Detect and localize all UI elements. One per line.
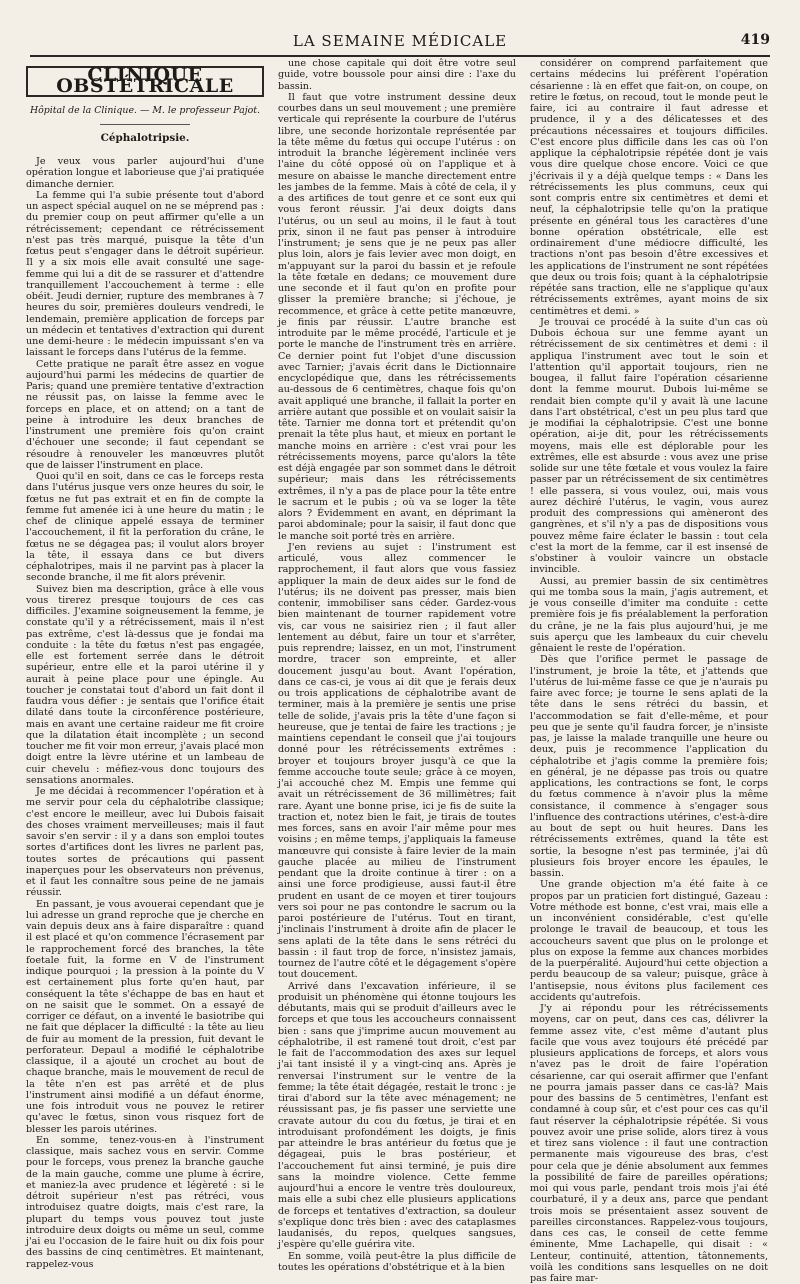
paragraph: Aussi, au premier bassin de six centimètres qui me tomba sous la main, j'agis autrement, et je vous conseille d'imiter ma conduite : cette première fois je fis préalablement la perforation du crâne, je ne la fais plus aujourd'hui, je me suis aperçu que les lambeaux du cuir chevelu gênaient le reste de l'opération.: [530, 575, 768, 654]
byline: Hôpital de la Clinique. — M. le professeur Pajot.: [29, 104, 261, 116]
section-title: CLINIQUE OBSTÉTRICALE: [26, 66, 264, 97]
paragraph: Dès que l'orifice permet le passage de l'instrument, je broie la tête, et j'attends que l'utérus de lui-même fasse ce que je n'aurais pu faire avec force; je tourne le sens aplati de la tête dans le sens rétréci du bassin, et l'accommodation se fait d'elle-même, et pour peu que je sente qu'il faudra forcer, je n'insiste pas, je laisse la malade tranquille une heure ou deux, puis je recommence l'application du céphalotribe et j'agis comme la première fois; en général, je ne dépasse pas trois ou quatre applications, les contractions se font, le corps du fœtus commence à n'avoir plus la même consistance, il commence à s'engager sous l'influence des contractions utérines, c'est-à-dire au bout de sept ou huit heures. Dans les rétrécissements extrêmes, quand la tête est sortie, la besogne n'est pas terminée, j'ai dû plusieurs fois broyer encore les épaules, le bassin.: [530, 654, 768, 879]
paragraph: J'en reviens au sujet : l'instrument est articulé, vous allez commencer le rapprochement, il faut alors que vous fassiez appliquer la main de deux aides sur le fond de l'utérus; ils ne doivent pas presser, mais bien contenir, immobiliser sans céder. Gardez-vous bien maintenant de tourner rapidement votre vis, car vous ne saisiriez rien ; il faut aller lentement au début, faire un tour et s'arrêter, puis reprendre; laissez, en un mot, l'instrument mordre, tracer son empreinte, et aller doucement jusqu'au bout. Avant l'opération, dans ce cas-ci, je vous ai dit que je ferais deux ou trois applications de céphalotribe avant de terminer, mais à la première je sentis une prise telle de solide, j'avais pris la tête d'une façon si heureuse, que je tentai de faire les tractions ; je maintiens cependant le conseil que j'ai toujours donné pour les rétrécissements extrêmes : broyer et toujours broyer jusqu'à ce que la femme accouche toute seule; grâce à ce moyen, j'ai accouché chez M. Empis une femme qui avait un rétrécissement de 36 millimètres; fait rare. Ayant une bonne prise, ici je fis de suite la traction et, notez bien le fait, je tirais de toutes mes forces, sans en avoir l'air même pour mes voisins ; en même temps, j'appliquais la fameuse manœuvre qui consiste à faire levier de la main gauche placée au milieu de l'instrument pendant que la droite continue à tirer : on a ainsi une force prodigieuse, aussi faut-il être prudent en usant de ce moyen et tirer toujours vers soi pour ne pas contondre le sacrum ou la paroi postérieure de l'utérus. Tout en tirant, j'inclinais l'instrument à droite afin de placer le sens aplati de la tête dans le sens rétréci du bassin : il faut trop de force, n'insistez jamais, tournez de l'autre côté et le dégagement s'opère tout doucement.: [278, 541, 516, 981]
column-3: [530, 58, 768, 1284]
running-header: [20, 20, 780, 60]
column-1-text: [26, 156, 264, 1270]
paragraph: considérer on comprend parfaitement que certains médecins lui préfèrent l'opération césarienne : là en effet que fait-on, on coupe, on retire le fœtus, on recoud, tout le monde peut le faire, ici au contraire il faut adresse et prudence, il y a des délicatesses et des précautions nécessaires et toujours difficiles. C'est encore plus difficile dans les cas où l'on applique la céphalotripsie répétée dont je vais vous dire quelque chose encore. Voici ce que j'écrivais il y a déjà quelque temps : « Dans les rétrécissements les plus communs, ceux qui sont compris entre six centimètres et demi et neuf, la céphalotripsie telle qu'on la pratique présente en général tous les caractères d'une bonne opération obstétricale, elle est ordinairement d'une médiocre difficulté, les tractions n'ont pas besoin d'être excessives et les applications de l'instrument ne sont répétées que deux ou trois fois; quant à la céphalotripsie répétée sans traction, elle ne s'applique qu'aux rétrécissements extrêmes, ayant moins de six centimètres et demi. »: [530, 58, 768, 317]
paragraph: En passant, je vous avouerai cependant que je lui adresse un grand reproche que je cherche en vain depuis deux ans à faire disparaître : quand il est placé et qu'on commence l'écrasement par le rapprochement forcé des branches, la tête foetale fuit, la forme en V de l'instrument indique pourquoi ; la pression à la pointe du V est certainement plus forte qu'en haut, par conséquent la tête s'échappe de bas en haut et on ne saisit que le sommet. On a essayé de corriger ce défaut, on a inventé le basiotribe qui ne fait que déplacer la difficulté : la tête au lieu de fuir au moment de la pression, fuit devant le perforateur. Depaul a modifié le céphalotribe classique, il a ajouté un crochet au bout de chaque branche, mais le mouvement de recul de la tête n'en est pas arrêté et de plus l'instrument ainsi modifié a un défaut énorme, une fois introduit vous ne pouvez le retirer qu'avec le fœtus, sinon vous risquez fort de blesser les parois utérines.: [26, 898, 264, 1135]
paragraph: J'y ai répondu pour les rétrécissements moyens, car on peut, dans ces cas, délivrer la femme assez vite, c'est même d'autant plus facile que vous avez toujours été précédé par plusieurs applications de forceps, et alors vous n'avez pas le droit de faire l'opération césarienne, car qui oserait affirmer que l'enfant ne pourra jamais passer dans ce cas-là? Mais pour des bassins de 5 centimètres, l'enfant est condamné à coup sûr, et c'est pour ces cas qu'il faut réserver la céphalotripsie répétée. Si vous pouvez avoir une prise solide, alors tirez à vous et tirez sans violence : il faut une contraction permanente mais vigoureuse des bras, c'est pour cela que je dénie absolument aux femmes la possibilité de faire de pareilles opérations; moi qui vous parle, pendant trois mois j'ai été courbaturé, il y a deux ans, parce que pendant trois mois se présentaient assez souvent de pareilles circonstances. Rappelez-vous toujours, dans ces cas, le conseil de cette femme éminente, Mme Lachapelle, qui disait : « Lenteur, continuité, attention, tâtonnements, voilà les conditions sans lesquelles on ne doit pas faire mar-: [530, 1003, 768, 1284]
article-subheading: Céphalotripsie.: [100, 131, 190, 144]
paragraph: En somme, tenez-vous-en à l'instrument classique, mais sachez vous en servir. Comme pour le forceps, vous prenez la branche gauche de la main gauche, comme une plume à écrire, et maniez-la avec prudence et légèreté : si le détroit supérieur n'est pas rétréci, vous introduisez quatre doigts, mais c'est rare, la plupart du temps vous pouvez tout juste introduire deux doigts ou même un seul, comme j'ai eu l'occasion de le faire huit ou dix fois pour des bassins de cinq centimètres. Et maintenant, rappelez-vous: [26, 1134, 264, 1270]
paragraph: Quoi qu'il en soit, dans ce cas le forceps resta dans l'utérus jusque vers onze heures du soir, le fœtus ne fut pas extrait et en fin de compte la femme fut amenée ici à une heure du matin ; le chef de clinique appelé essaya de terminer l'accouchement, il fit la perforation du crâne, le fœtus ne se dégagea pas; il voulut alors broyer la tête, il essaya dans ce but divers céphalotripes, mais il ne parvint pas à placer la seconde branche, il me fit alors prévenir.: [26, 471, 264, 584]
paragraph: Une grande objection m'a été faite à ce propos par un praticien fort distingué, Gazeau : Votre méthode est bonne, c'est vrai, mais elle a un inconvénient considérable, c'est qu'elle prolonge le travail de beaucoup, et tous les accoucheurs savent que plus on le prolonge et plus on expose la femme aux chances morbides de la puerpéralité. Aujourd'hui cette objection a perdu beaucoup de sa valeur; puisque, grâce à l'antisepsie, nous évitons plus facilement ces accidents qu'autrefois.: [530, 879, 768, 1003]
paragraph: La femme qui l'a subie présente tout d'abord un aspect spécial auquel on ne se méprend pas : du premier coup on peut affirmer qu'elle a un rétrécissement; cependant ce rétrécissement n'est pas très marqué, puisque la tête d'un fœtus peut s'engager dans le détroit supérieur. Il y a six mois elle avait consulté une sage-femme qui lui a dit de se rassurer et d'attendre tranquillement l'accouchement à terme : elle obéit. Jeudi dernier, rupture des membranes à 7 heures du soir, premières douleurs vendredi, le lendemain, première application de forceps par un médecin et tentatives d'extraction qui durent une demi-heure : le médecin impuissant s'en va laissant le forceps dans l'utérus de la femme.: [26, 189, 264, 359]
paragraph: Arrivé dans l'excavation inférieure, il se produisit un phénomène qui étonne toujours les débutants, mais qui se produit d'ailleurs avec le forceps et que tous les accoucheurs connaissent bien : sans que j'imprime aucun mouvement au céphalotribe, il est ramené tout droit, c'est par le fait de l'accommodation des axes sur lequel j'ai tant insisté il y a vingt-cinq ans. Après je renversai l'instrument sur le ventre de la femme; la tête était dégagée, restait le tronc : je tirai d'abord sur la tête avec ménagement; ne réussissant pas, je fis passer une serviette une cravate autour du cou du fœtus, je tirai et en introduisant profondément les doigts, je finis par atteindre le bras antérieur du fœtus que je dégageai, puis le bras postérieur, et l'accouchement fut ainsi terminé, je puis dire sans la moindre violence. Cette femme aujourd'hui a encore le ventre très douloureux, mais elle a subi chez elle plusieurs applications de forceps et tentatives d'extraction, sa douleur s'explique donc très bien : avec des cataplasmes laudanisés, du repos, quelques sangsues, j'espère qu'elle guérira vite.: [278, 980, 516, 1251]
page-number: 419: [740, 32, 770, 48]
header-rule: [30, 55, 770, 57]
paragraph: Je veux vous parler aujourd'hui d'une opération longue et laborieuse que j'ai pratiquée dimanche dernier.: [26, 156, 264, 190]
paragraph: une chose capitale qui doit être votre seul guide, votre boussole pour ainsi dire : l'axe du bassin.: [278, 58, 516, 92]
paragraph: Cette pratique ne paraît être assez en vogue aujourd'hui parmi les médecins de quartier de Paris; quand une première tentative d'extraction ne réussit pas, on laisse la femme avec le forceps en place, et on attend; on a tant de peine à introduire les deux branches de l'instrument une première fois qu'on craint d'échouer une seconde; il faut cependant se résoudre à renouveler les manœuvres plutôt que de laisser l'instrument en place.: [26, 358, 264, 471]
paragraph: En somme, voilà peut-être la plus difficile de toutes les opérations d'obstétrique et à la bien: [278, 1250, 516, 1273]
paragraph: Suivez bien ma description, grâce à elle vous vous tirerez presque toujours de ces cas difficiles. J'examine soigneusement la femme, je constate qu'il y a rétrécissement, mais il n'est pas extrême, c'est là-dessus que je fondai ma conduite : la tête du fœtus n'est pas engagée, elle est fortement serrée dans le détroit supérieur, entre elle et la paroi utérine il y aurait à peine place pour une épingle. Au toucher je constatai tout d'abord un fait dont il faudra vous défier : je sentais que l'orifice était dilaté dans toute la circonférence postérieure, mais en avant une certaine raideur me fit croire que la dilatation était incomplète ; un second toucher me fit voir mon erreur, j'avais placé mon doigt entre la lèvre utérine et un lambeau de cuir chevelu : méfiez-vous donc toujours des sensations anormales.: [26, 583, 264, 786]
article-body: [26, 58, 774, 1284]
column-2-text: [278, 58, 516, 1273]
column-3-text: [530, 58, 768, 1284]
journal-title: LA SEMAINE MÉDICALE: [292, 32, 508, 50]
paragraph: Je me décidai à recommencer l'opération et à me servir pour cela du céphalotribe classique; c'est encore le meilleur, avec lui Dubois faisait des choses vraiment merveilleuses; mais il faut savoir s'en servir : il y a dans son emploi toutes sortes d'artifices dont les livres ne parlent pas, toutes sortes de précautions qui passent inaperçues pour les observateurs non prévenus, et il faut les connaître sous peine de ne jamais réussir.: [26, 786, 264, 899]
paragraph: Je trouvai ce procédé à la suite d'un cas où Dubois échoua sur une femme ayant un rétrécissement de six centimètres et demi : il appliqua l'instrument avec tout le soin et l'attention qu'il apportait toujours, rien ne bougea, il fallut faire l'opération césarienne dont la femme mourut. Dubois lui-même se rendait bien compte qu'il y avait là une lacune dans l'art obstétrical, c'est un peu plus tard que je modifiai la céphalotripsie. C'est une bonne opération, ai-je dit, pour les rétrécissements moyens, mais elle est déplorable pour les extrêmes, elle est absurde : vous avez une prise solide sur une tête fœtale et vous voulez la faire passer par un rétrécissement de six centimètres ! elle passera, si vous voulez, oui, mais vous aurez déchiré l'utérus, le vagin, vous aurez produit des compressions qui amèneront des gangrènes, et s'il n'y a pas de dispositions vous pouvez même faire éclater le bassin : tout cela c'est la mort de la femme, car il est insensé de s'obstiner à vouloir vaincre un obstacle invincible.: [530, 316, 768, 576]
byline-divider: [100, 124, 190, 125]
column-2: [278, 58, 516, 1273]
column-1: [26, 58, 264, 1270]
paragraph: Il faut que votre instrument dessine deux courbes dans un seul mouvement ; une première verticale qui représente la courbure de l'utérus libre, une seconde horizontale représentée par la tête même du fœtus qui occupe l'utérus : on introduit la branche légèrement inclinée vers l'aine du côté opposé où on l'applique et à mesure on abaisse le manche directement entre les jambes de la femme. Mais à côté de cela, il y a des artifices de tout genre et ce sont eux qui vous feront réussir. J'ai deux doigts dans l'utérus, ou un seul au moins, il le faut à tout prix, sinon il ne faut pas penser à introduire l'instrument; je sens que je ne peux pas aller plus loin, alors je fais levier avec mon doigt, en m'appuyant sur la paroi du bassin et je refoule la tête fœtale en dedans; ce mouvement dure une seconde et il faut qu'on en profite pour glisser la première branche; si j'échoue, je recommence, et grâce à cette petite manœuvre, je finis par réussir. L'autre branche est introduite par le même procédé, l'articule et je porte le manche de l'instrument très en arrière. Ce dernier point fut l'objet d'une discussion avec Tarnier; j'avais écrit dans le Dictionnaire encyclopédique que, dans les rétrécissements au-dessous de 6 centimètres, chaque fois qu'on avait appliqué une branche, il fallait la porter en arrière autant que possible et on voulait saisir la tête. Tarnier me donna tort et prétendit qu'on prenait la tête plus haut, et mieux en portant le manche moins en arrière : c'est vrai pour les rétrécissements moyens, parce qu'alors la tête est déjà engagée par son sommet dans le détroit supérieur; mais dans les rétrécissements extrêmes, il n'y a pas de place pour la tête entre le sacrum et le pubis ; où va se loger la tête alors ? Évidemment en avant, en déprimant la paroi abdominale; pour la saisir, il faut donc que le manche soit porté très en arrière.: [278, 91, 516, 542]
